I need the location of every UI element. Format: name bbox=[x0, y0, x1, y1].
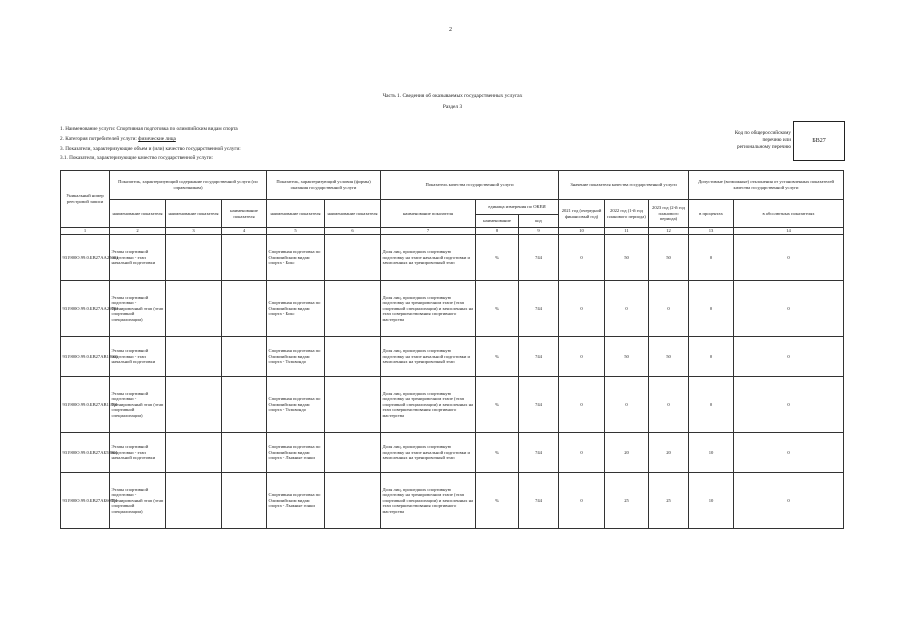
cell-sport: Спортивная подготовка по Олимпийским видам спорта - Бокс bbox=[267, 281, 325, 337]
header-quality-group: Показатель качества государственной услуги bbox=[381, 171, 559, 200]
cell-indicator-3 bbox=[166, 235, 222, 281]
header-year-2021: 2021 год (очередной финансовый год) bbox=[559, 200, 605, 228]
cell-value-2023: 25 bbox=[649, 473, 689, 529]
cell-registry-number: 931900О.99.0.БВ27АА25001 bbox=[61, 235, 110, 281]
cell-quality-indicator: Доля лиц, прошедших спортивную подготовку на тренировочном этапе (этап спортивной специализации) и зачисленных на этап совершенствования спортивного мастерства bbox=[381, 377, 476, 433]
cell-indicator-4 bbox=[222, 433, 267, 473]
column-number: 11 bbox=[605, 228, 649, 235]
cell-deviation-absolute: 0 bbox=[734, 377, 844, 433]
table-row bbox=[61, 433, 844, 473]
cell-unit: % bbox=[476, 377, 519, 433]
page-number: 2 bbox=[449, 27, 452, 33]
cell-value-2022: 50 bbox=[605, 235, 649, 281]
table-row bbox=[61, 235, 844, 281]
cell-deviation-percent: 0 bbox=[689, 337, 734, 377]
cell-value-2021: 0 bbox=[559, 433, 605, 473]
cell-deviation-absolute: 0 bbox=[734, 337, 844, 377]
cell-unit: % bbox=[476, 337, 519, 377]
cell-indicator-3 bbox=[166, 337, 222, 377]
part-title: Часть 1. Сведения об оказываемых государственных услугах bbox=[382, 93, 523, 99]
cell-indicator-3 bbox=[166, 377, 222, 433]
column-number: 13 bbox=[689, 228, 734, 235]
table-body bbox=[61, 235, 844, 529]
cell-value-2022: 20 bbox=[605, 433, 649, 473]
cell-quality-indicator: Доля лиц, прошедших спортивную подготовку на этапе начальной подготовки и зачисленных на тренировочный этап bbox=[381, 337, 476, 377]
cell-registry-number: 931900О.99.0.БВ27АБ58001 bbox=[61, 433, 110, 473]
cell-value-2022: 25 bbox=[605, 473, 649, 529]
cell-sport: Спортивная подготовка по Олимпийским видам спорта - Лыжные гонки bbox=[267, 433, 325, 473]
cell-indicator-4 bbox=[222, 337, 267, 377]
cell-value-2023: 50 bbox=[649, 235, 689, 281]
cell-stage: Этапы спортивной подготовки - этап начальной подготовки bbox=[110, 235, 166, 281]
cell-unit-code: 744 bbox=[519, 235, 559, 281]
header-indicator-name: наименование показателя bbox=[110, 200, 166, 228]
cell-value-2021: 0 bbox=[559, 281, 605, 337]
cell-indicator-4 bbox=[222, 281, 267, 337]
cell-value-2021: 0 bbox=[559, 377, 605, 433]
cell-stage: Этапы спортивной подготовки - Тренировочный этап (этап спортивной специализации) bbox=[110, 377, 166, 433]
header-quality-name: наименование показателя bbox=[381, 200, 476, 228]
cell-indicator-6 bbox=[325, 473, 381, 529]
cell-indicator-6 bbox=[325, 281, 381, 337]
cell-deviation-absolute: 0 bbox=[734, 433, 844, 473]
table-row bbox=[61, 281, 844, 337]
column-number: 3 bbox=[166, 228, 222, 235]
cell-deviation-percent: 0 bbox=[689, 281, 734, 337]
cell-sport: Спортивная подготовка по Олимпийским видам спорта - Тхэквондо bbox=[267, 337, 325, 377]
cell-sport: Спортивная подготовка по Олимпийским видам спорта - Лыжные гонки bbox=[267, 473, 325, 529]
cell-indicator-6 bbox=[325, 235, 381, 281]
section-title: Раздел 3 bbox=[442, 104, 463, 110]
column-number: 4 bbox=[222, 228, 267, 235]
cell-sport: Спортивная подготовка по Олимпийским видам спорта - Тхэквондо bbox=[267, 377, 325, 433]
cell-deviation-percent: 0 bbox=[689, 377, 734, 433]
cell-unit-code: 744 bbox=[519, 281, 559, 337]
cell-unit: % bbox=[476, 473, 519, 529]
cell-deviation-percent: 0 bbox=[689, 235, 734, 281]
column-number: 7 bbox=[381, 228, 476, 235]
header-year-2023: 2023 год (2-й год планового периода) bbox=[649, 200, 689, 228]
cell-quality-indicator: Доля лиц, прошедших спортивную подготовку на этапе начальной подготовки и зачисленных на тренировочный этап bbox=[381, 235, 476, 281]
cell-unit: % bbox=[476, 433, 519, 473]
cell-unit-code: 744 bbox=[519, 377, 559, 433]
table-row bbox=[61, 473, 844, 529]
indicators-line: 3. Показатели, характеризующие объем и (или) качество государственной услуги: bbox=[60, 146, 241, 152]
cell-indicator-3 bbox=[166, 281, 222, 337]
column-number: 12 bbox=[649, 228, 689, 235]
column-number: 14 bbox=[734, 228, 844, 235]
cell-unit: % bbox=[476, 281, 519, 337]
table-row bbox=[61, 377, 844, 433]
cell-deviation-percent: 10 bbox=[689, 433, 734, 473]
cell-stage: Этапы спортивной подготовки - Тренировочный этап (этап спортивной специализации) bbox=[110, 281, 166, 337]
cell-registry-number: 931900О.99.0.БВ27АВ10001 bbox=[61, 337, 110, 377]
column-number: 1 bbox=[61, 228, 110, 235]
header-deviation-group: Допустимые (возможные) отклонения от установленных показателей качества государственной услуги bbox=[689, 171, 844, 200]
cell-value-2023: 20 bbox=[649, 433, 689, 473]
cell-indicator-6 bbox=[325, 433, 381, 473]
service-name-value: Спортивная подготовка по олимпийским видам спорта bbox=[116, 126, 238, 132]
consumer-category-value: физические лица bbox=[138, 136, 176, 142]
cell-quality-indicator: Доля лиц, прошедших спортивную подготовку на тренировочном этапе (этап спортивной специализации) и зачисленных на этап совершенствования спортивного мастерства bbox=[381, 473, 476, 529]
cell-stage: Этапы спортивной подготовки - этап начальной подготовки bbox=[110, 433, 166, 473]
cell-unit-code: 744 bbox=[519, 473, 559, 529]
header-indicator-name: наименование показателя bbox=[166, 200, 222, 228]
column-number: 2 bbox=[110, 228, 166, 235]
cell-registry-number: 931900О.99.0.БВ27АВ11001 bbox=[61, 377, 110, 433]
header-conditions-group: Показатель, характеризующий условия (формы) оказания государственной услуги bbox=[267, 171, 381, 200]
cell-indicator-3 bbox=[166, 433, 222, 473]
header-indicator-name: наименование показателя bbox=[222, 200, 267, 228]
column-number: 5 bbox=[267, 228, 325, 235]
cell-indicator-4 bbox=[222, 473, 267, 529]
cell-indicator-6 bbox=[325, 337, 381, 377]
cell-quality-indicator: Доля лиц, прошедших спортивную подготовку на этапе начальной подготовки и зачисленных на тренировочный этап bbox=[381, 433, 476, 473]
cell-registry-number: 931900О.99.0.БВ27АА26001 bbox=[61, 281, 110, 337]
quality-indicators-line: 3.1. Показатели, характеризующие качество государственной услуги: bbox=[60, 155, 213, 161]
cell-deviation-absolute: 0 bbox=[734, 281, 844, 337]
header-unit-okei: единица измерения по ОКЕИ bbox=[476, 200, 559, 215]
cell-sport: Спортивная подготовка по Олимпийским видам спорта - Бокс bbox=[267, 235, 325, 281]
cell-stage: Этапы спортивной подготовки - Тренировочный этап (этап спортивной специализации) bbox=[110, 473, 166, 529]
service-name-line bbox=[60, 126, 238, 132]
cell-registry-number: 931900О.99.0.БВ27АБ60001 bbox=[61, 473, 110, 529]
consumer-category-label: 2. Категория потребителей услуги: bbox=[60, 136, 137, 142]
column-numbers-row bbox=[61, 228, 844, 235]
cell-value-2021: 0 bbox=[559, 235, 605, 281]
cell-indicator-6 bbox=[325, 377, 381, 433]
cell-indicator-4 bbox=[222, 377, 267, 433]
column-number: 9 bbox=[519, 228, 559, 235]
cell-value-2021: 0 bbox=[559, 337, 605, 377]
header-values-group: Значение показателя качества государственной услуги bbox=[559, 171, 689, 200]
header-year-2022: 2022 год (1-й год планового периода) bbox=[605, 200, 649, 228]
header-indicator-name: наименование показателя bbox=[267, 200, 325, 228]
cell-value-2023: 0 bbox=[649, 377, 689, 433]
service-name-label: 1. Наименование услуги: bbox=[60, 126, 116, 132]
cell-unit-code: 744 bbox=[519, 337, 559, 377]
cell-deviation-absolute: 0 bbox=[734, 473, 844, 529]
consumer-category-line bbox=[60, 136, 176, 142]
header-deviation-percent: в процентах bbox=[689, 200, 734, 228]
cell-value-2021: 0 bbox=[559, 473, 605, 529]
header-unique-number: Уникальный номер реестровой записи bbox=[61, 171, 110, 228]
cell-value-2022: 0 bbox=[605, 281, 649, 337]
column-number: 8 bbox=[476, 228, 519, 235]
header-indicator-name: наименование показателя bbox=[325, 200, 381, 228]
header-unit-code: код bbox=[519, 215, 559, 228]
cell-value-2023: 0 bbox=[649, 281, 689, 337]
cell-stage: Этапы спортивной подготовки - этап начальной подготовки bbox=[110, 337, 166, 377]
cell-indicator-4 bbox=[222, 235, 267, 281]
registry-code-label: Код по общероссийскому перечню или региональному перечню bbox=[734, 130, 791, 150]
column-number: 6 bbox=[325, 228, 381, 235]
cell-deviation-absolute: 0 bbox=[734, 235, 844, 281]
cell-unit-code: 744 bbox=[519, 433, 559, 473]
cell-value-2022: 50 bbox=[605, 337, 649, 377]
registry-code-box: БВ27 bbox=[793, 121, 845, 161]
header-content-group: Показатель, характеризующий содержание государственной услуги (по справочникам) bbox=[110, 171, 267, 200]
cell-value-2022: 0 bbox=[605, 377, 649, 433]
header-unit-name: наименование bbox=[476, 215, 519, 228]
quality-indicators-table bbox=[60, 170, 844, 529]
header-deviation-absolute: в абсолютных показателях bbox=[734, 200, 844, 228]
cell-value-2023: 50 bbox=[649, 337, 689, 377]
cell-deviation-percent: 10 bbox=[689, 473, 734, 529]
table-row bbox=[61, 337, 844, 377]
cell-quality-indicator: Доля лиц, прошедших спортивную подготовку на тренировочном этапе (этап спортивной специализации) и зачисленных на этап совершенствования спортивного мастерства bbox=[381, 281, 476, 337]
cell-indicator-3 bbox=[166, 473, 222, 529]
cell-unit: % bbox=[476, 235, 519, 281]
column-number: 10 bbox=[559, 228, 605, 235]
